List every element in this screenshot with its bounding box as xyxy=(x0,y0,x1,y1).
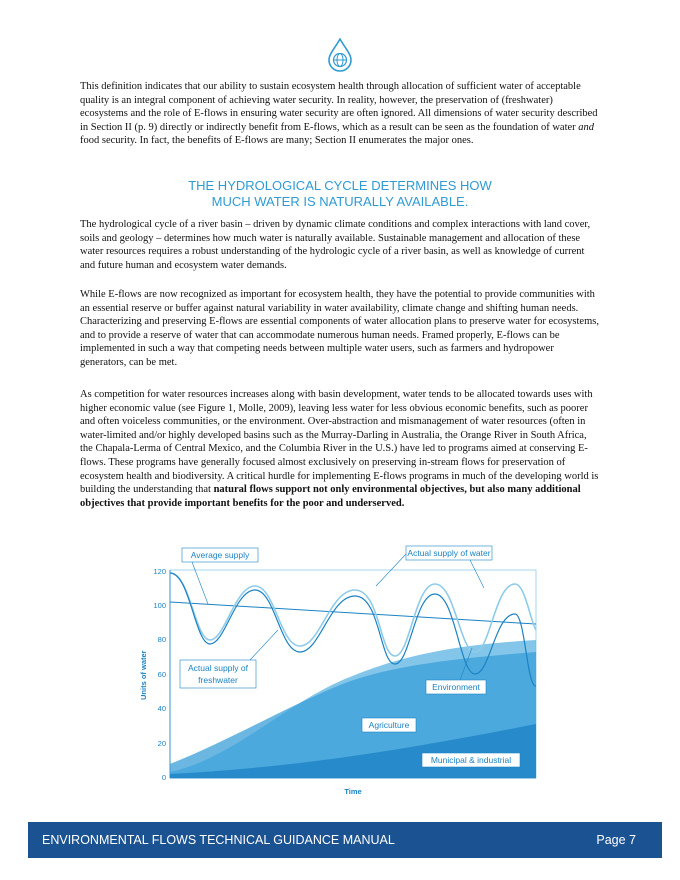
y-axis-label: Units of water xyxy=(139,650,148,700)
actual-supply-water-line xyxy=(170,573,536,656)
label-average-supply xyxy=(182,548,258,604)
label-actual-supply-freshwater xyxy=(180,630,278,688)
average-supply-line xyxy=(170,602,536,624)
svg-text:Environment: Environment xyxy=(432,682,480,692)
svg-text:Actual supply of: Actual supply of xyxy=(187,663,249,673)
paragraph-intro: This definition indicates that our ability to sustain ecosystem health through allocation of sufficient water of acceptable quality is an integral component of achieving water security. In reality, however, the preservation of (freshwater) ecosystems and the role of E-flows in ensuring water security are often ignored. All dimensions of water security described in Section II (p. 9) directly or indirectly benefit from E-flows, which as a result can be seen as the foundation of water and food security. In fact, the benefits of E-flows are many; Section II enumerates the major ones. xyxy=(80,81,598,147)
section-heading xyxy=(80,178,600,210)
water-drop-globe-icon xyxy=(326,38,354,72)
svg-text:Municipal & industrial: Municipal & industrial xyxy=(430,755,512,765)
y-ticks xyxy=(153,567,166,782)
key-statement: natural flows support not only environmental objectives, but also many additional objectives that provide important benefits for the poor and underserved. xyxy=(80,484,581,509)
water-allocation-chart xyxy=(130,540,550,800)
y-tick-100: 100 xyxy=(153,601,166,610)
svg-text:freshwater: freshwater xyxy=(198,675,238,685)
page-footer xyxy=(28,822,662,858)
y-tick-80: 80 xyxy=(157,635,166,644)
y-tick-20: 20 xyxy=(157,739,166,748)
footer-title: ENVIRONMENTAL FLOWS TECHNICAL GUIDANCE MANUAL xyxy=(42,833,395,847)
svg-text:Actual supply of water: Actual supply of water xyxy=(407,548,491,558)
svg-text:Average supply: Average supply xyxy=(190,550,250,560)
label-municipal-industrial xyxy=(422,753,520,767)
paragraph-competition: As competition for water resources increases along with basin development, water tends to be allocated towards uses with higher economic value (see Figure 1, Molle, 2009), leaving less water for less obvious economic benefits, such as poorer and often voiceless communities, or the environment. Over-abstraction and mismanagement of water resources (often in water-limited and/or highly developed basins such as the Murray-Darling in Australia, the Orange River in South Africa, the Chapala-Lerma of Central Mexico, and the Columbia River in the U.S.) have led to programs aimed at conserving E-flows. These programs have generally focused almost exclusively on preserving in-stream flows for preservation of ecosystem health and biodiversity. A critical hurdle for implementing E-flows programs in much of the developing world is building the understanding that natural flows support not only environmental objectives, but also many additional objectives that provide important benefits for the poor and underserved. xyxy=(80,389,599,509)
y-tick-120: 120 xyxy=(153,567,166,576)
label-actual-supply-water xyxy=(376,546,492,588)
x-axis-label: Time xyxy=(344,787,362,796)
section-heading-line2: MUCH WATER IS NATURALLY AVAILABLE. xyxy=(211,194,469,209)
y-tick-40: 40 xyxy=(157,704,166,713)
paragraph-eflows-health: While E-flows are now recognized as important for ecosystem health, they have the potential to provide communities with an essential reserve or buffer against natural variability in water availability, climate change and shifting human needs. Characterizing and preserving E-flows are essential components of water allocation plans to preserve water for ecosystems, and to provide a reserve of water that can accommodate numerous human needs. Framed properly, E-flows can be implemented in such a way that competing needs between multiple water users, such as farmers and hydropower generators, can be met. xyxy=(80,289,599,368)
section-heading-line1: THE HYDROLOGICAL CYCLE DETERMINES HOW xyxy=(188,178,492,193)
y-tick-0: 0 xyxy=(161,773,166,782)
svg-text:Agriculture: Agriculture xyxy=(368,720,410,730)
paragraph-hydrological-cycle: The hydrological cycle of a river basin – driven by dynamic climate conditions and complex interactions with land cover, soils and geology – determines how much water is naturally available. Sustainable management and allocation of these water resources requires a robust understanding of the hydrologic cycle of a river basin, as well as knowledge of current and future human and ecosystem water demands. xyxy=(80,219,591,271)
page-number: Page 7 xyxy=(596,833,636,847)
y-tick-60: 60 xyxy=(157,670,166,679)
label-agriculture xyxy=(362,718,416,732)
